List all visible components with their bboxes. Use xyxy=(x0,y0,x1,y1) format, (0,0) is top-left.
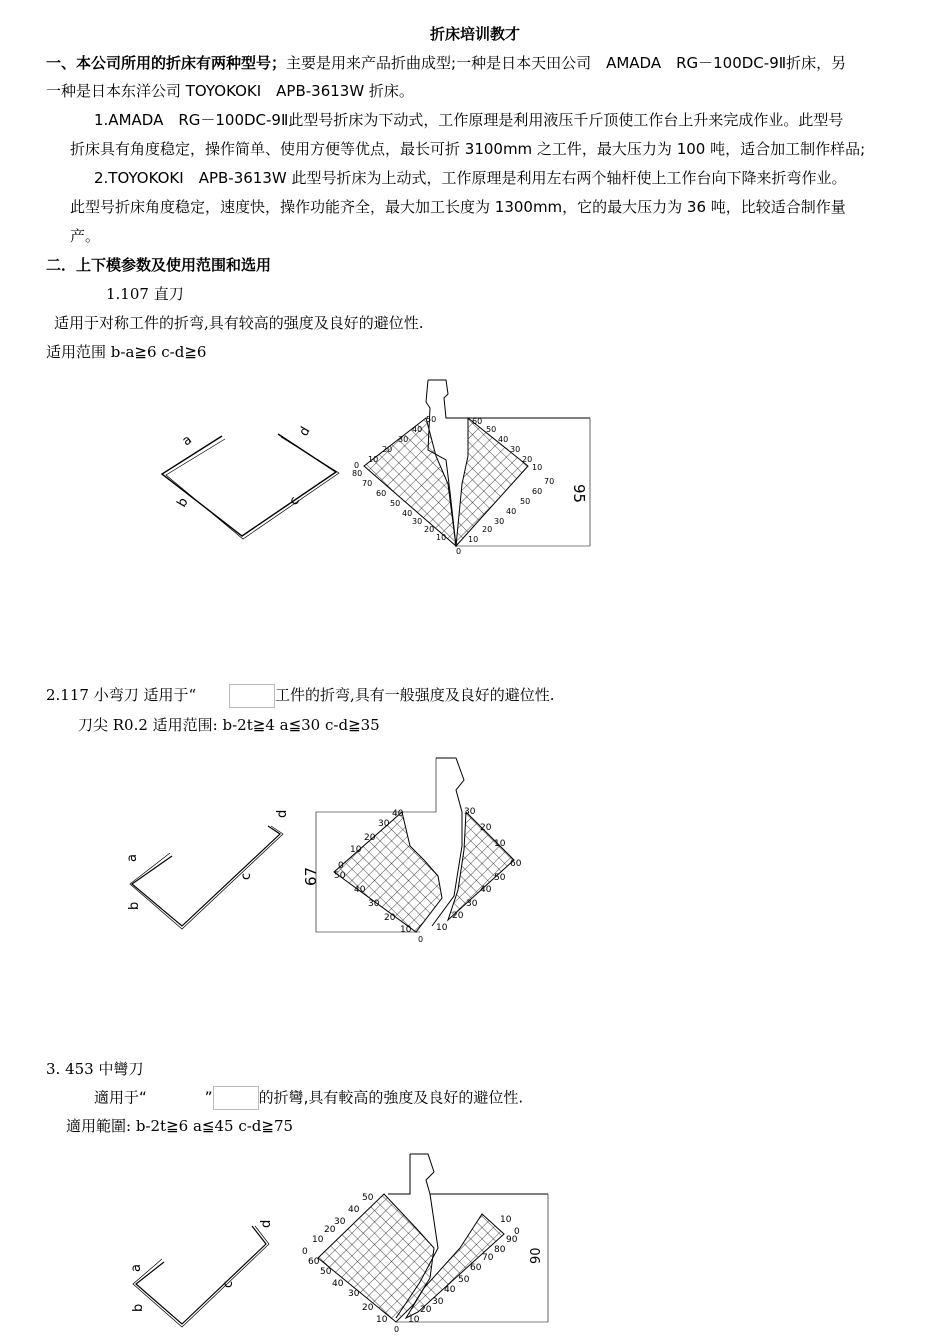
tool1-scale-left-tick: 80 xyxy=(352,469,363,478)
tool3-scale-right-tick: 40 xyxy=(444,1285,456,1295)
tool1-scale-right-tick: 70 xyxy=(544,477,555,486)
item2-line2: 此型号折床角度稳定，速度快，操作功能齐全，最大加工长度为 1300mm，它的最大压力为 36 吨，比较适合制作量 xyxy=(70,198,846,216)
tool2-name: 2.117 小弯刀 xyxy=(46,686,139,704)
item1-line1: 1.AMADA RG－100DC-9Ⅱ此型号折床为下动式，工作原理是利用液压千斤顶使工作台上升来完成作业。此型号 xyxy=(94,111,844,129)
tool3-scale-right-tick: 70 xyxy=(482,1253,494,1263)
tool2-scale-right-tick: 20 xyxy=(480,823,492,833)
tool1-scale-left-tick: 60 xyxy=(376,489,387,498)
tool2-scale-left-tick: 10 xyxy=(400,925,412,935)
tool3-label-a: a xyxy=(129,1264,144,1272)
tool1-scale-right-tick: 10 xyxy=(532,463,543,472)
tool2-bottom-zero: 0 xyxy=(418,935,424,944)
tool1-scale-right-tick: 60 xyxy=(532,487,543,496)
tool1-part-profile xyxy=(162,434,339,539)
tool3-scale-right-tick: 0 xyxy=(514,1227,520,1237)
tool2-label-d: d xyxy=(275,809,290,818)
tool3-name xyxy=(46,1058,144,1079)
tool2-scale-left-tick: 20 xyxy=(384,913,396,923)
tool2-desc-pre: 适用于“ xyxy=(143,686,197,704)
tool3-scale-left-tick: 0 xyxy=(302,1247,308,1257)
tool1-scale-left-tick: 20 xyxy=(382,445,393,454)
tool1-scale-right-tick: 20 xyxy=(522,455,533,464)
tool3-figure xyxy=(120,1148,560,1338)
tool1-label-c: c xyxy=(286,494,304,508)
tool3-punch xyxy=(410,1154,548,1194)
tool3-scale-right-tick: 10 xyxy=(500,1215,512,1225)
tool1-scale-right-tick: 20 xyxy=(482,525,493,534)
section1-heading: 一、本公司所用的折床有两种型号； xyxy=(46,54,287,72)
tool1-scale-right-tick: 40 xyxy=(506,507,517,516)
tool3-scale-left-tick: 30 xyxy=(348,1289,360,1299)
tool1-scale-left-tick: 50 xyxy=(390,499,401,508)
tool3-scale-left-tick: 30 xyxy=(334,1217,346,1227)
tool3-scale-right-tick: 10 xyxy=(408,1315,420,1325)
tool2-scale-right-tick: 40 xyxy=(480,885,492,895)
tool1-scale-right-tick: 40 xyxy=(498,435,509,444)
tool3-scale-left-tick: 60 xyxy=(308,1257,320,1267)
item2-line1: 2.TOYOKOKI APB-3613W 此型号折床为上动式，工作原理是利用左右两个轴杆使上工作台向下降来折弯作业。 xyxy=(94,169,847,187)
section1-line1 xyxy=(46,52,846,73)
tool2-scale-right-tick: 10 xyxy=(436,923,448,933)
tool3-scale-left-tick: 10 xyxy=(312,1235,324,1245)
tool1-label-a: a xyxy=(179,432,195,450)
tool3-desc-pre: 適用于“ xyxy=(94,1088,147,1107)
tool3-label-d: d xyxy=(259,1219,274,1228)
section2-heading: 二．上下模参数及使用范围和选用 xyxy=(46,256,272,274)
item1-line2: 折床具有角度稳定，操作简单、使用方便等优点，最长可折 3100mm 之工件，最大压力为 100 吨，适合加工制作样品; xyxy=(70,140,866,158)
tool3-scale-right-tick: 60 xyxy=(470,1263,482,1273)
section1-intro: 主要是用来产品折曲成型;一种是日本天田公司 AMADA RG－100DC-9Ⅱ折床，另 xyxy=(286,54,847,72)
tool2-label-c: c xyxy=(239,872,254,880)
tool1-label-b: b xyxy=(174,495,192,510)
tool3-bottom-zero: 0 xyxy=(394,1325,400,1334)
tool2-part-profile xyxy=(130,826,283,929)
tool3-scale-right-tick: 20 xyxy=(420,1305,432,1315)
page-title: 折床培训教才 xyxy=(429,25,520,43)
tool2-scale-left-tick: 50 xyxy=(334,871,346,881)
tool3-height-label: 90 xyxy=(529,1247,544,1264)
tool3-label-b: b xyxy=(131,1303,146,1312)
tool1-scale-left-tick: 10 xyxy=(436,533,447,542)
tool1-height-label: 95 xyxy=(570,484,588,504)
tool3-scale-left-tick: 20 xyxy=(324,1225,336,1235)
tool2-desc-post: 工件的折弯,具有一般强度及良好的避位性. xyxy=(274,686,555,704)
tool2-scale-right-tick: 60 xyxy=(510,859,522,869)
tool3-shape-box xyxy=(213,1086,259,1110)
tool2-range: 刀尖 R0.2 适用范围: b-2t≧4 a≦30 c-d≧35 xyxy=(78,716,380,734)
section1-line2: 一种是日本东洋公司 TOYOKOKI APB-3613W 折床。 xyxy=(46,82,414,100)
tool2-scale-right-tick: 30 xyxy=(464,807,476,817)
tool2-scale-left-tick: 40 xyxy=(392,809,404,819)
tool1-scale-right-tick: 30 xyxy=(494,517,505,526)
tool1-name: 1.107 直刀 xyxy=(106,285,184,303)
tool3-desc-quote: ” xyxy=(204,1088,213,1107)
tool2-scale-left-tick: 10 xyxy=(350,845,362,855)
tool2-scale-left-tick: 30 xyxy=(378,819,390,829)
tool3-scale-right-tick: 30 xyxy=(432,1297,444,1307)
tool1-scale-right-tick: 60 xyxy=(472,417,483,426)
tool3-scale-right-tick: 50 xyxy=(458,1275,470,1285)
tool2-scale-left-tick: 30 xyxy=(368,899,380,909)
tool1-left-die xyxy=(364,418,456,546)
tool3-scale-right-tick: 80 xyxy=(494,1245,506,1255)
tool2-scale-left-tick: 0 xyxy=(338,861,344,871)
tool1-figure xyxy=(150,372,610,557)
tool2-scale-right-tick: 50 xyxy=(494,873,506,883)
tool1-scale-left-tick: 70 xyxy=(362,479,373,488)
tool1-scale-left-tick: 30 xyxy=(412,517,423,526)
tool3-name-text: 中彎刀 xyxy=(98,1060,144,1078)
tool2-line1 xyxy=(46,684,555,708)
tool2-scale-right-tick: 10 xyxy=(494,839,506,849)
tool1-desc: 适用于对称工件的折弯,具有较高的强度及良好的避位性. xyxy=(54,314,424,332)
tool2-scale-left-tick: 20 xyxy=(364,833,376,843)
tool1-label-d: d xyxy=(296,424,314,439)
tool1-scale-left-tick: 50 xyxy=(426,415,437,424)
tool3-scale-right-tick: 90 xyxy=(506,1235,518,1245)
tool3-scale-left-tick: 40 xyxy=(332,1279,344,1289)
tool2-scale-right-tick: 30 xyxy=(466,899,478,909)
tool3-range xyxy=(66,1115,293,1136)
tool1-scale-left-tick: 10 xyxy=(368,455,379,464)
tool3-desc xyxy=(94,1086,523,1110)
tool3-part-profile xyxy=(133,1226,269,1327)
tool3-scale-left-tick: 10 xyxy=(376,1315,388,1325)
tool3-scale-left-tick: 50 xyxy=(320,1267,332,1277)
tool1-scale-left-tick: 30 xyxy=(398,435,409,444)
tool2-height-label: 67 xyxy=(302,866,320,886)
tool3-name-num: 3. 453 xyxy=(46,1060,94,1078)
tool1-scale-right-tick: 30 xyxy=(510,445,521,454)
tool1-bottom-zero: 0 xyxy=(456,547,462,556)
tool2-label-b: b xyxy=(127,901,142,910)
tool3-range-post: : b-2t≧6 a≦45 c-d≧75 xyxy=(126,1117,294,1135)
tool1-scale-right-tick: 10 xyxy=(468,535,479,544)
tool2-shape-box xyxy=(229,684,275,708)
tool1-scale-right-tick: 50 xyxy=(486,425,497,434)
tool1-scale-right-tick: 50 xyxy=(520,497,531,506)
tool3-range-pre: 適用範圍 xyxy=(66,1117,127,1135)
item2-line3: 产。 xyxy=(70,227,101,245)
tool1-range: 适用范围 b-a≧6 c-d≧6 xyxy=(46,343,207,361)
tool2-scale-left-tick: 40 xyxy=(354,885,366,895)
tool1-scale-left-tick: 40 xyxy=(402,509,413,518)
tool1-scale-left-tick: 20 xyxy=(424,525,435,534)
tool1-scale-left-tick: 40 xyxy=(412,425,423,434)
tool2-figure xyxy=(120,750,540,950)
tool3-scale-left-tick: 20 xyxy=(362,1303,374,1313)
tool3-desc-post: 的折彎,具有較高的強度及良好的避位性. xyxy=(258,1088,524,1107)
tool3-scale-left-tick: 40 xyxy=(348,1205,360,1215)
tool2-scale-right-tick: 20 xyxy=(452,911,464,921)
tool3-scale-left-tick: 50 xyxy=(362,1193,374,1203)
tool2-label-a: a xyxy=(125,854,140,862)
tool3-label-c: c xyxy=(221,1280,236,1288)
tool1-scale-left-tick: 0 xyxy=(354,461,360,470)
tool1-punch xyxy=(428,380,590,418)
